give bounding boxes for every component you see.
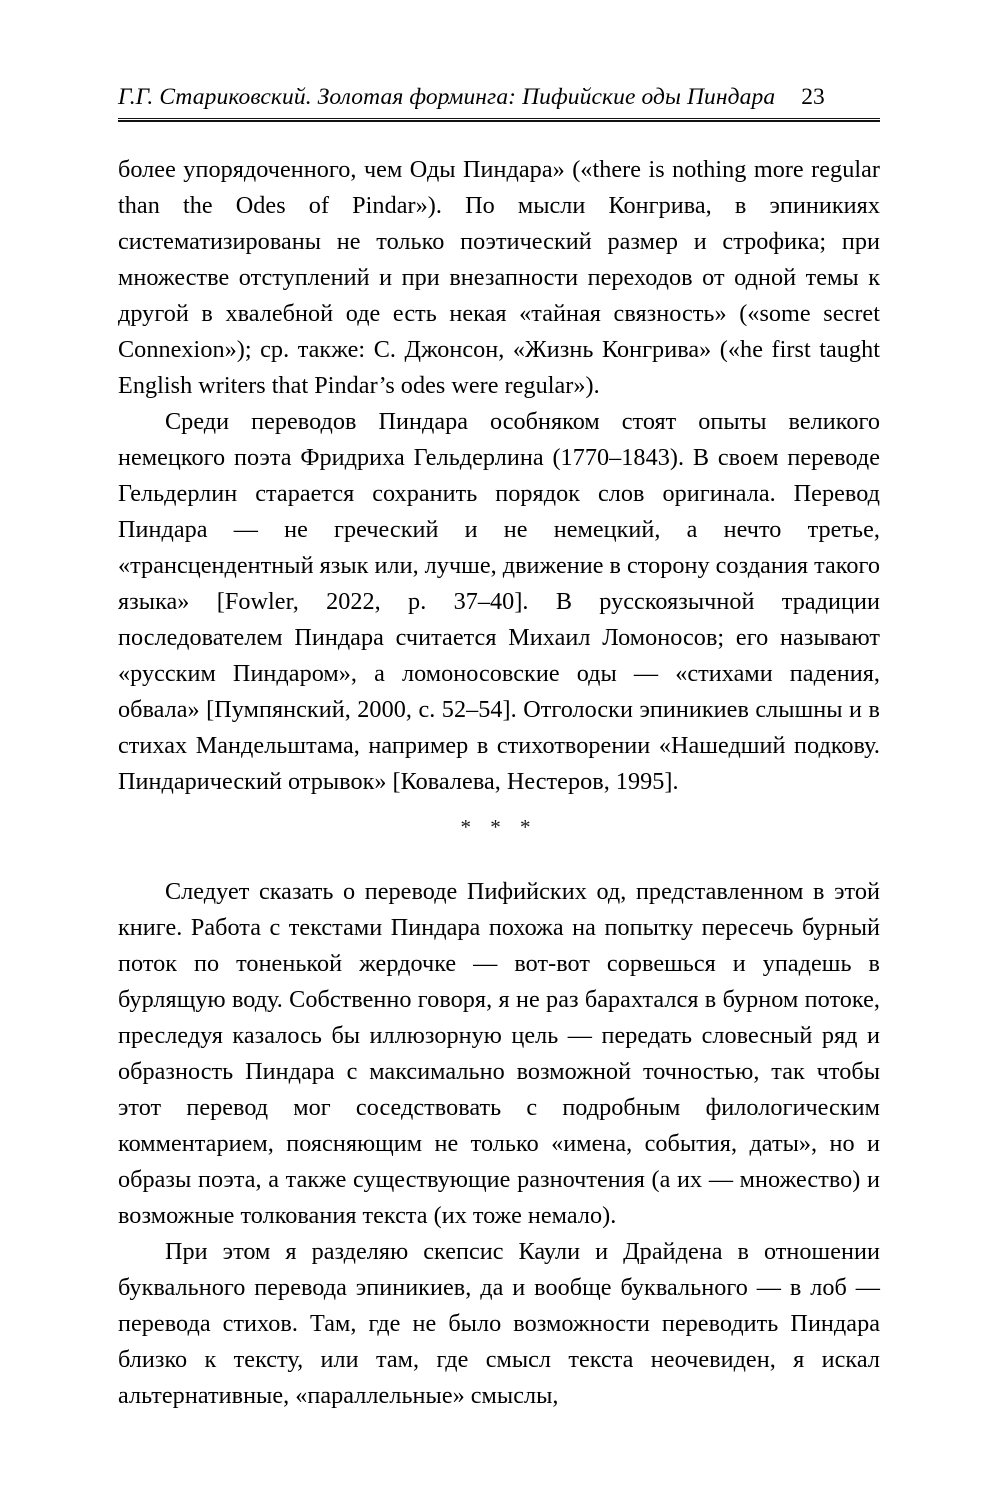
paragraph-holderlin: Среди переводов Пиндара особняком стоят опыты великого немецкого поэта Фридриха Гельдерлина (1770–1843). В своем переводе Гельдерлин старается сохранить порядок слов оригинала. Перевод Пиндара — не греческий и не немецкий, а нечто третье, «трансцендентный язык или, лучше, движение в сторону создания такого языка» [Fowler, 2022, p. 37–40]. В русскоязычной традиции последователем Пиндара считается Михаил Ломоносов; его называют «русским Пиндаром», а ломоносовские оды — «стихами падения, обвала» [Пумпянский, 2000, с. 52–54]. Отголоски эпиникиев слышны и в стихах Мандельштама, например в стихотворении «Нашедший подкову. Пиндарический отрывок» [Ковалева, Нестеров, 1995]. xyxy=(118,408,880,795)
header-rule xyxy=(118,118,880,122)
running-header xyxy=(118,84,880,111)
running-header-title: Г.Г. Стариковский. Золотая форминга: Пифийские оды Пиндара xyxy=(118,84,776,110)
header-rule-thick xyxy=(118,120,880,122)
paragraph-cowley-dryden: При этом я разделяю скепсис Каули и Драйдена в отношении буквального перевода эпиникиев, да и вообще буквального — в лоб — перевода стихов. Там, где не было возможности переводить Пиндара близко к тексту, или там, где смысл текста неочевиден, я искал альтернативные, «параллельные» смыслы, xyxy=(118,1238,880,1409)
paragraph-translation-approach: Следует сказать о переводе Пифийских од, представленном в этой книге. Работа с текстами Пиндара похожа на попытку пересечь бурный поток по тоненькой жердочке — вот-вот сорвешься и упадешь в бурлящую воду. Собственно говоря, я не раз барахтался в бурном потоке, преследуя казалось бы иллюзорную цель — передать словесный ряд и образность Пиндара с максимально возможной точностью, так чтобы этот перевод мог соседствовать с подробным филологическим комментарием, поясняющим не только «имена, события, даты», но и образы поэта, а также существующие разночтения (а их — множество) и возможные толкования текста (их тоже немало). xyxy=(118,878,880,1229)
text-column-lower xyxy=(118,874,880,1414)
page-number: 23 xyxy=(801,84,825,110)
paragraph-congreve: более упорядоченного, чем Оды Пиндара» («there is nothing more regular than the Odes of Pindar»). По мысли Конгрива, в эпиникиях систематизированы не только поэтический размер и строфика; при множестве отступлений и при внезапности переходов от одной темы к другой в хвалебной оде есть некая «тайная связность» («some secret Connexion»); ср. также: С. Джонсон, «Жизнь Конгрива» («he first taught English writers that Pindar’s odes were regular»). xyxy=(118,156,880,399)
section-divider-asterism: * * * xyxy=(460,815,538,839)
text-column xyxy=(118,152,880,800)
